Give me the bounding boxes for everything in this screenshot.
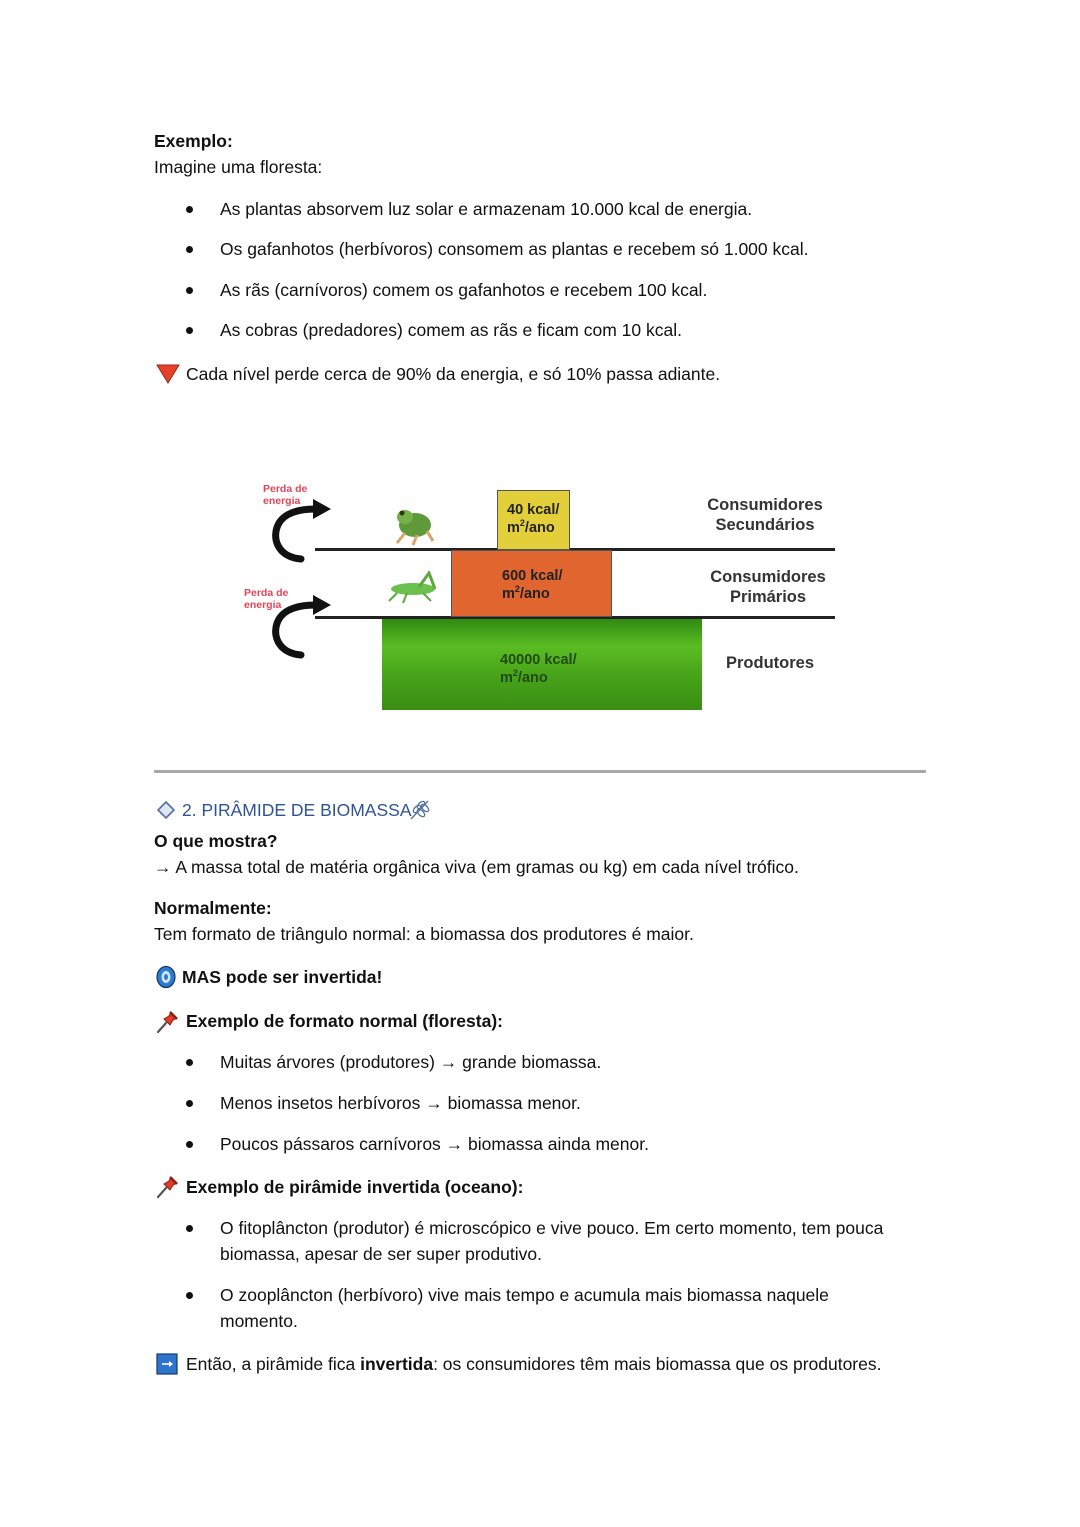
what-it-shows-answer: → A massa total de matéria orgânica viva (em gramas ou kg) em cada nível trófico. [154, 857, 799, 877]
list-item: O zooplâncton (herbívoro) vive mais tempo e acumula mais biomassa naquele momento. [220, 1285, 829, 1331]
conclusion-text: Então, a pirâmide fica invertida: os consumidores têm mais biomassa que os produtores. [186, 1354, 882, 1374]
normally-label: Normalmente: [154, 898, 272, 918]
section-divider [154, 770, 926, 773]
bullet-icon [186, 287, 193, 294]
list-item: Menos insetos herbívoros → biomassa menor. [220, 1093, 581, 1113]
primary-consumers-box: 600 kcal/ $m^2$/ano [451, 550, 612, 617]
list-item: Poucos pássaros carnívoros → biomassa ainda menor. [220, 1134, 649, 1154]
bullet-icon [186, 1100, 193, 1107]
list-item: As cobras (predadores) comem as rãs e ficam com 10 kcal. [220, 320, 682, 340]
pushpin-icon [155, 1173, 181, 1199]
bullet-icon [186, 1141, 193, 1148]
bullet-icon [186, 327, 193, 334]
curved-arrow-icon [269, 497, 339, 567]
what-it-shows-label: O que mostra? [154, 831, 278, 851]
red-triangle-down-icon [156, 364, 180, 384]
bullet-icon [186, 1292, 193, 1299]
right-arrow-box-icon [156, 1353, 178, 1375]
list-item: As rãs (carnívoros) comem os gafanhotos e recebem 100 kcal. [220, 280, 708, 300]
normal-example-title: Exemplo de formato normal (floresta): [186, 1011, 503, 1031]
diamond-icon [156, 800, 176, 820]
producers-box: 40000 kcal/ $m^2$/ano [382, 619, 702, 710]
level-name-primary-consumers: Consumidores Primários [710, 568, 826, 606]
inverted-example-title: Exemplo de pirâmide invertida (oceano): [186, 1177, 524, 1197]
bullet-icon [186, 1059, 193, 1066]
energy-loss-label-top: Perda de energia [263, 483, 308, 507]
normally-text: Tem formato de triângulo normal: a biomassa dos produtores é maior. [154, 924, 694, 944]
level-name-secondary-consumers: Consumidores Secundários [707, 496, 823, 534]
example-intro: Imagine uma floresta: [154, 157, 323, 177]
list-item: O fitoplâncton (produtor) é microscópico e vive pouco. Em certo momento, tem pouca biomassa, apesar de ser super produtivo. [220, 1218, 884, 1264]
pushpin-icon [155, 1008, 181, 1034]
but-inverted-note: MAS pode ser invertida! [182, 967, 383, 987]
list-item: Os gafanhotos (herbívoros) consomem as plantas e recebem só 1.000 kcal. [220, 239, 809, 259]
grasshopper-icon [383, 571, 445, 605]
bullet-icon [186, 206, 193, 213]
cyclone-icon [155, 965, 177, 989]
secondary-consumers-box: 40 kcal/ $m^2$/ano [497, 490, 570, 550]
frog-icon [387, 503, 437, 547]
bullet-icon [186, 246, 193, 253]
energy-loss-label-bottom: Perda de energia [244, 587, 289, 611]
wheat-icon [408, 797, 432, 821]
level-name-producers: Produtores [725, 654, 814, 672]
list-item: As plantas absorvem luz solar e armazenam 10.000 kcal de energia. [220, 199, 753, 219]
section-title: 2. PIRÂMIDE DE BIOMASSA [182, 800, 412, 820]
example-label: Exemplo: [154, 131, 233, 151]
energy-pyramid-figure [235, 475, 845, 720]
energy-loss-note: Cada nível perde cerca de 90% da energia, e só 10% passa adiante. [186, 364, 721, 384]
list-item: Muitas árvores (produtores) → grande biomassa. [220, 1052, 602, 1072]
bullet-icon [186, 1225, 193, 1232]
curved-arrow-icon [269, 593, 339, 663]
